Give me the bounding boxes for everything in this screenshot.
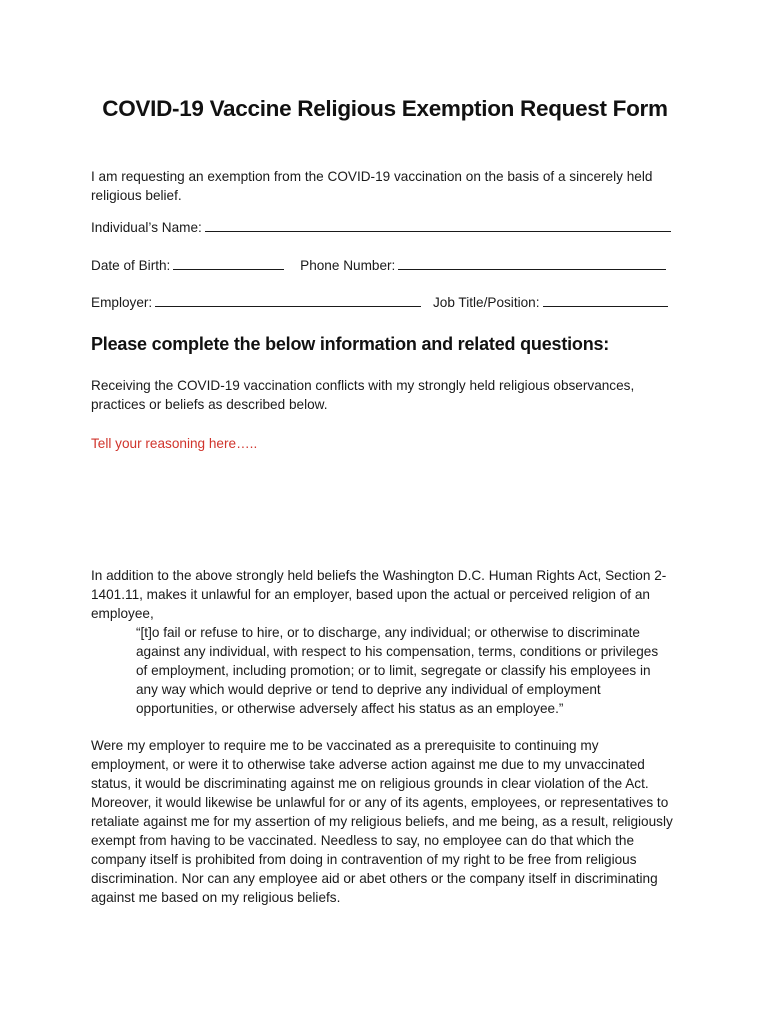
section-heading: Please complete the below information and related questions: [91, 334, 610, 354]
name-field-row [91, 219, 671, 235]
reasoning-placeholder[interactable]: Tell your reasoning here….. [91, 436, 258, 451]
dob-label: Date of Birth: [91, 258, 171, 273]
name-label: Individual’s Name: [91, 220, 202, 235]
employer-blank-line[interactable] [155, 294, 421, 307]
form-title: COVID-19 Vaccine Religious Exemption Request Form [102, 96, 668, 121]
job-title-label: Job Title/Position: [432, 295, 540, 310]
closing-paragraph: Were my employer to require me to be vaccinated as a prerequisite to continuing my employment, or were it to otherwise take adverse action against me due to my unvaccinated status, it would be discriminating against me on religious grounds in clear violation of the Act. Moreover, it would likewise be unlawful for or any of its agents, employees, or representatives to retaliate against me for my assertion of my religious beliefs, and me being, as a result, religiously exempt from having to be vaccinated. Needless to say, no employee can do that which the company itself is prohibited from doing in contravention of my right to be free from religious discrimination. Nor can any employee aid or abet others or the company itself in discriminating against me based on my religious beliefs. [91, 738, 673, 905]
dob-blank-line[interactable] [173, 257, 284, 270]
intro-paragraph: I am requesting an exemption from the COVID-19 vaccination on the basis of a sincerely held religious belief. [91, 169, 653, 203]
dob-phone-row [91, 257, 666, 273]
employer-job-row [91, 294, 668, 310]
name-blank-line[interactable] [205, 219, 671, 232]
phone-blank-line[interactable] [398, 257, 666, 270]
law-paragraph: In addition to the above strongly held beliefs the Washington D.C. Human Rights Act, Section 2-1401.11, makes it unlawful for an employer, based upon the actual or perceived religion of an employee, [91, 568, 667, 621]
phone-label: Phone Number: [300, 258, 396, 273]
employer-label: Employer: [91, 295, 153, 310]
conflict-paragraph: Receiving the COVID-19 vaccination conflicts with my strongly held religious observances, practices or beliefs as described below. [91, 378, 635, 412]
job-title-blank-line[interactable] [543, 294, 668, 307]
law-quote: “[t]o fail or refuse to hire, or to discharge, any individual; or otherwise to discriminate against any individual, with respect to his compensation, terms, conditions or privileges of employment, including promotion; or to limit, segregate or classify his employees in any way which would deprive or tend to deprive any individual of employment opportunities, or otherwise adversely affect his status as an employee.” [136, 625, 659, 716]
